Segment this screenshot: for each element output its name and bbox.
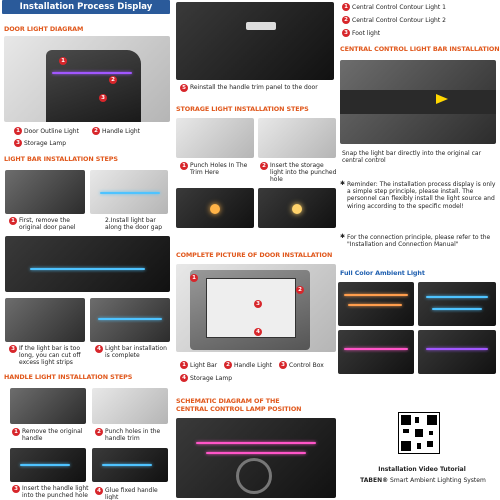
door-legend-3-num: 3: [14, 139, 22, 147]
complete-door-title: COMPLETE PICTURE OF DOOR INSTALLATION: [176, 251, 333, 259]
schematic-contour-1: [196, 442, 316, 444]
right-legend-3-label: Foot light: [352, 30, 381, 37]
reinstall-num: 5: [180, 84, 188, 92]
brand-name: TABEN®: [360, 477, 389, 484]
reinstall-photo: [176, 2, 334, 80]
door-legend-1-num: 1: [14, 127, 22, 135]
complete-marker-1: 1: [190, 274, 198, 282]
reminder-text: Reminder: The installation process display is only a simple step principle, please install. The personnel can flexibly install the light source and wiring according to the specific model!: [347, 181, 496, 210]
complete-marker-2: 2: [296, 286, 304, 294]
handle-step2-text: Punch holes in the handle trim: [105, 428, 161, 443]
light-bar-step4-text: Light bar installation is complete: [105, 345, 167, 360]
right-legend-2-label: Central Control Contour Light 2: [352, 17, 446, 24]
handle-step1-text: Remove the original handle: [22, 428, 83, 443]
handle-step4-num: 4: [95, 487, 103, 495]
handle-step3-num: 3: [12, 485, 20, 493]
light-bar-step1-photo: [5, 170, 85, 214]
ambient-photo-1: [338, 282, 414, 326]
door-outline-light: [52, 72, 132, 74]
complete-legend-3-num: 3: [279, 361, 287, 369]
light-bar-step2-photo: [90, 170, 168, 214]
light-bar-step4-photo: [90, 298, 170, 342]
complete-marker-3: 3: [254, 300, 262, 308]
handle-step3-text: Insert the handle light into the punched hole: [22, 485, 89, 500]
brand-line: [348, 477, 498, 484]
light-bar-long-photo: [5, 236, 170, 292]
door-legend-2-label: Handle Light: [102, 128, 141, 135]
door-legend-2-num: 2: [92, 127, 100, 135]
door-light-title: DOOR LIGHT DIAGRAM: [4, 25, 84, 33]
light-bar-step2-text: 2.Install light bar along the door gap: [105, 217, 163, 232]
ambient-photo-2: [418, 282, 496, 326]
schematic-title-2: CENTRAL CONTROL LAMP POSITION: [176, 405, 302, 413]
storage-step3-photo: [176, 188, 254, 228]
right-legend-1-label: Central Control Contour Light 1: [352, 4, 446, 11]
storage-light-title: STORAGE LIGHT INSTALLATION STEPS: [176, 105, 309, 113]
light-bar-step3-text: If the light bar is too long, you can cut off excess light strips: [19, 345, 81, 367]
handle-step2-num: 2: [95, 428, 103, 436]
handle-step4-text: Glue fixed handle light: [105, 487, 158, 500]
connection-star-icon: ✱: [340, 233, 346, 240]
light-bar-step3-num: 3: [9, 345, 17, 353]
light-bar-step4-num: 4: [95, 345, 103, 353]
handle-step3-photo: [10, 448, 86, 482]
schematic-title-1: SCHEMATIC DIAGRAM OF THE: [176, 397, 280, 405]
door-legend-3-label: Storage Lamp: [24, 140, 67, 147]
light-bar-step1-text: First, remove the original door panel: [19, 217, 76, 232]
storage-step1-num: 1: [180, 162, 188, 170]
central-bar-caption: Snap the light bar directly into the original car central control: [342, 150, 482, 165]
complete-door-photo: [176, 264, 336, 352]
brand-suffix: Smart Ambient Lighting System: [390, 477, 486, 484]
reinstall-text: Reinstall the handle trim panel to the door: [190, 84, 318, 91]
full-color-title: Full Color Ambient Light: [340, 269, 425, 277]
storage-step2-num: 2: [260, 162, 268, 170]
storage-step2-photo: [258, 118, 336, 158]
handle-light-title: HANDLE LIGHT INSTALLATION STEPS: [4, 373, 133, 381]
central-bar-arrow-icon: [436, 94, 448, 104]
right-legend-1-num: 1: [342, 3, 350, 11]
ambient-photo-3: [338, 330, 414, 374]
complete-marker-4: 4: [254, 328, 262, 336]
schematic-contour-2: [206, 452, 306, 454]
complete-legend-2-num: 2: [224, 361, 232, 369]
storage-step1-photo: [176, 118, 254, 158]
connection-text: For the connection principle, please refer to the "Installation and Connection Manual": [347, 234, 491, 249]
storage-step1-text: Punch Holes In The Trim Here: [190, 162, 248, 177]
door-legend-1-label: Door Outline Light: [24, 128, 79, 135]
right-legend-2-num: 2: [342, 16, 350, 24]
complete-legend-1-label: Light Bar: [190, 362, 218, 369]
handle-step2-photo: [92, 388, 168, 424]
light-bar-step1-num: 1: [9, 217, 17, 225]
complete-legend-2-label: Handle Light: [234, 362, 273, 369]
complete-legend-4-num: 4: [180, 374, 188, 382]
page-title: Installation Process Display: [2, 0, 170, 14]
storage-step4-photo: [258, 188, 336, 228]
complete-legend-1-num: 1: [180, 361, 188, 369]
door-marker-2: 2: [109, 76, 117, 84]
central-bar-title: CENTRAL CONTROL LIGHT BAR INSTALLATION: [340, 45, 500, 53]
handle-step1-num: 1: [12, 428, 20, 436]
handle-step1-photo: [10, 388, 86, 424]
qr-code[interactable]: [398, 412, 440, 454]
handle-step4-photo: [92, 448, 168, 482]
light-bar-title: LIGHT BAR INSTALLATION STEPS: [4, 155, 118, 163]
complete-legend-4-label: Storage Lamp: [190, 375, 233, 382]
reminder-star-icon: ✱: [340, 180, 346, 187]
video-tutorial-label[interactable]: Installation Video Tutorial: [378, 466, 466, 473]
central-bar-photo: [340, 60, 496, 144]
door-marker-3: 3: [99, 94, 107, 102]
door-marker-1: 1: [59, 57, 67, 65]
right-legend-3-num: 3: [342, 29, 350, 37]
storage-step2-text: Insert the storage light into the punched hole: [270, 162, 337, 184]
complete-legend-3-label: Control Box: [289, 362, 324, 369]
ambient-photo-4: [418, 330, 496, 374]
door-photo: [4, 36, 170, 122]
light-bar-step3-photo: [5, 298, 85, 342]
schematic-photo: [176, 418, 336, 498]
